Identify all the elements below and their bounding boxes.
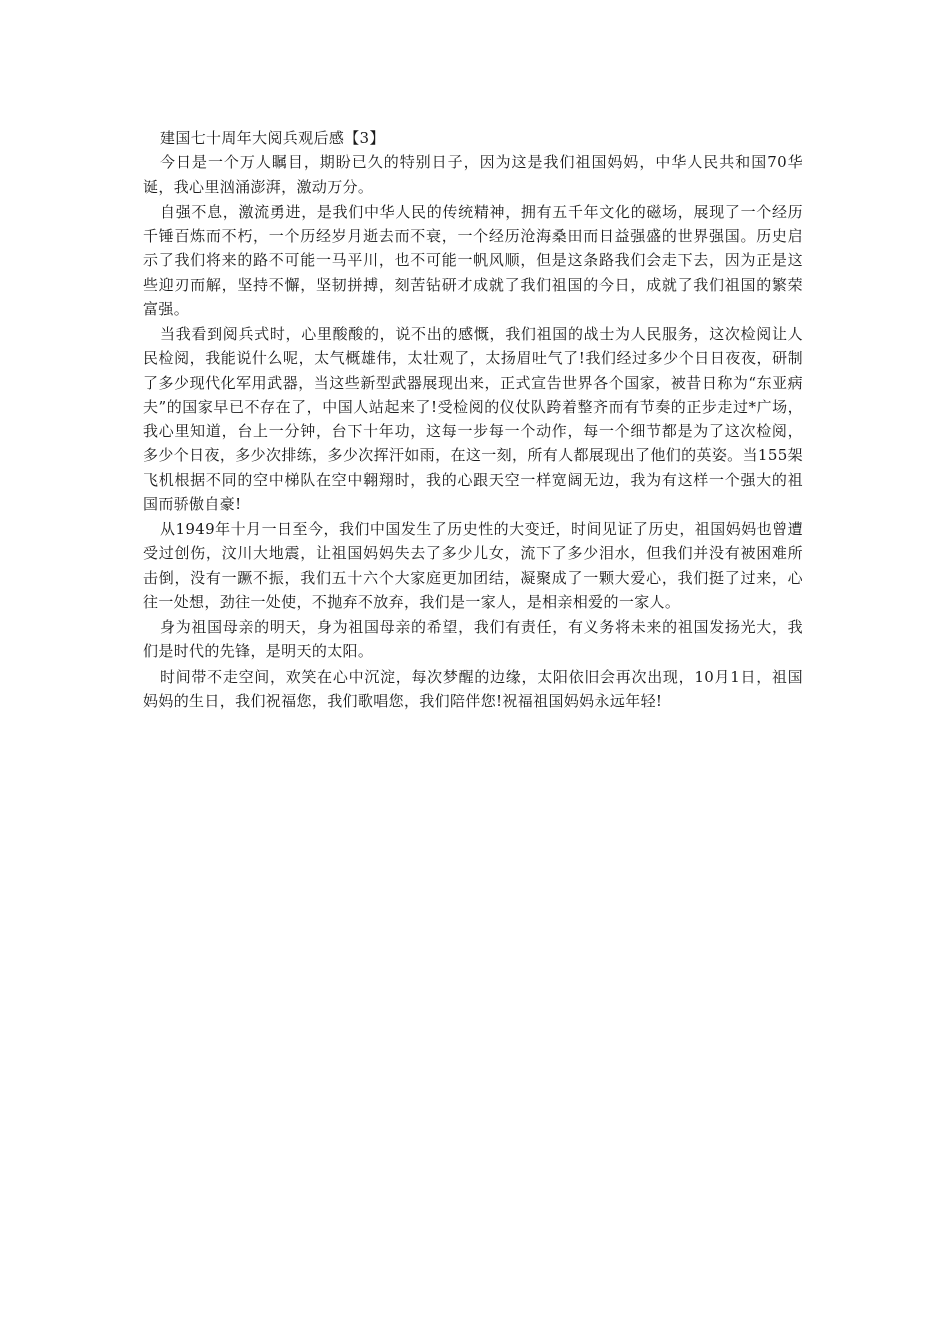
paragraph-3: 当我看到阅兵式时，心里酸酸的，说不出的感慨，我们祖国的战士为人民服务，这次检阅让人民检阅，我能说什么呢，太气概雄伟，太壮观了，太扬眉吐气了!我们经过多少个日日夜夜，研制了多少现代化军用武器，当这些新型武器展现出来，正式宣告世界各个国家，被昔日称为“东亚病夫”的国家早已不存在了，中国人站起来了!受检阅的仪仗队跨着整齐而有节奏的正步走过*广场，我心里知道，台上一分钟，台下十年功，这每一步每一个动作，每一个细节都是为了这次检阅，多少个日夜，多少次排练，多少次挥汗如雨，在这一刻，所有人都展现出了他们的英姿。当155架飞机根据不同的空中梯队在空中翱翔时，我的心跟天空一样宽阔无边，我为有这样一个强大的祖国而骄傲自豪! (143, 324, 803, 514)
paragraph-1: 今日是一个万人瞩目，期盼已久的特别日子，因为这是我们祖国妈妈，中华人民共和国70华诞，我心里汹涌澎湃，激动万分。 (143, 153, 803, 196)
paragraph-2: 自强不息，激流勇进，是我们中华人民的传统精神，拥有五千年文化的磁场，展现了一个经历千锤百炼而不朽，一个历经岁月逝去而不衰，一个经历沧海桑田而日益强盛的世界强国。历史启示了我们将来的路不可能一马平川，也不可能一帆风顺，但是这条路我们会走下去，因为正是这些迎刃而解，坚持不懈，坚韧拼搏，刻苦钻研才成就了我们祖国的今日，成就了我们祖国的繁荣富强。 (143, 202, 803, 318)
paragraph-5: 身为祖国母亲的明天，身为祖国母亲的希望，我们有责任，有义务将未来的祖国发扬光大，我们是时代的先锋，是明天的太阳。 (143, 618, 803, 661)
paragraph-4: 从1949年十月一日至今，我们中国发生了历史性的大变迁，时间见证了历史，祖国妈妈也曾遭受过创伤，汶川大地震，让祖国妈妈失去了多少儿女，流下了多少泪水，但我们并没有被困难所击倒，没有一蹶不振，我们五十六个大家庭更加团结，凝聚成了一颗大爱心，我们挺了过来，心往一处想，劲往一处使，不抛弃不放弃，我们是一家人，是相亲相爱的一家人。 (143, 520, 803, 612)
document-body (143, 126, 803, 713)
paragraph-6: 时间带不走空间，欢笑在心中沉淀，每次梦醒的边缘，太阳依旧会再次出现，10月1日，祖国妈妈的生日，我们祝福您，我们歌唱您，我们陪伴您!祝福祖国妈妈永远年轻! (143, 667, 803, 710)
document-title: 建国七十周年大阅兵观后感【3】 (160, 129, 385, 147)
